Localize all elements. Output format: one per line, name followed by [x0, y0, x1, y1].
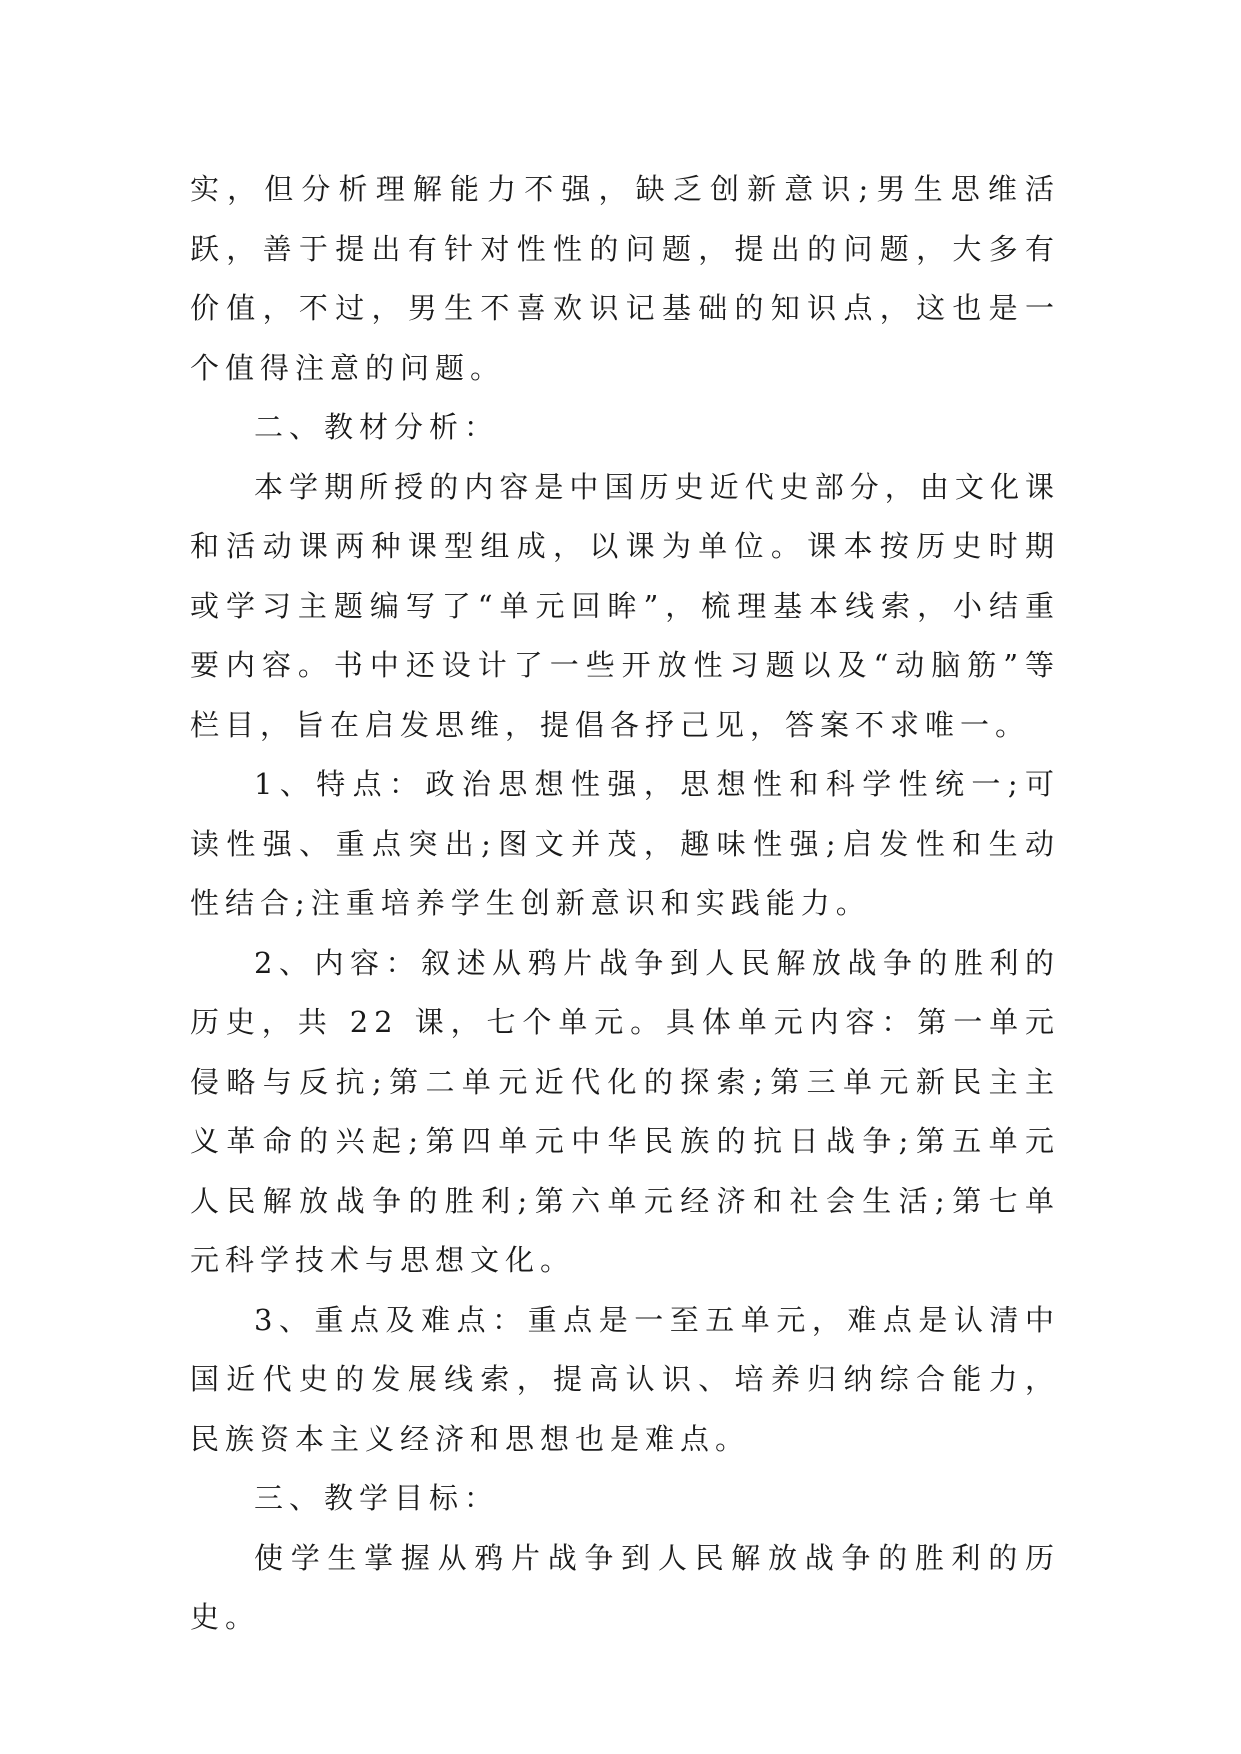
heading-teaching-goals: 三、教学目标：: [254, 1481, 500, 1515]
paragraph-teaching-goals: 使学生掌握从鸦片战争到人民解放战争的胜利的历史。: [190, 1540, 1060, 1634]
paragraph-features: 1、特点：政治思想性强，思想性和科学性统一;可读性强、重点突出;图文并茂，趣味性强;启发性和生动性结合;注重培养学生创新意识和实践能力。: [190, 767, 1060, 920]
paragraph-contents: 2、内容：叙述从鸦片战争到人民解放战争的胜利的历史，共 22 课，七个单元。具体单元内容：第一单元侵略与反抗;第二单元近代化的探索;第三单元新民主主义革命的兴起;第四单元中华民族的抗日战争;第五单元人民解放战争的胜利;第六单元经济和社会生活;第七单元科学技术与思想文化。: [190, 945, 1060, 1277]
paragraph-key-points: 3、重点及难点：重点是一至五单元，难点是认清中国近代史的发展线索，提高认识、培养归纳综合能力，民族资本主义经济和思想也是难点。: [190, 1302, 1060, 1456]
paragraph-textbook-content: 本学期所授的内容是中国历史近代史部分，由文化课和活动课两种课型组成，以课为单位。课本按历史时期或学习主题编写了“单元回眸”，梳理基本线索，小结重要内容。书中还设计了一些开放性习题以及“动脑筋”等栏目，旨在启发思维，提倡各抒己见，答案不求唯一。: [190, 469, 1060, 742]
heading-textbook-analysis: 二、教材分析：: [254, 410, 500, 444]
document-body: [190, 160, 1060, 1648]
paragraph-student-analysis-cont: 实，但分析理解能力不强，缺乏创新意识;男生思维活跃，善于提出有针对性性的问题，提出的问题，大多有价值，不过，男生不喜欢识记基础的知识点，这也是一个值得注意的问题。: [190, 172, 1060, 385]
